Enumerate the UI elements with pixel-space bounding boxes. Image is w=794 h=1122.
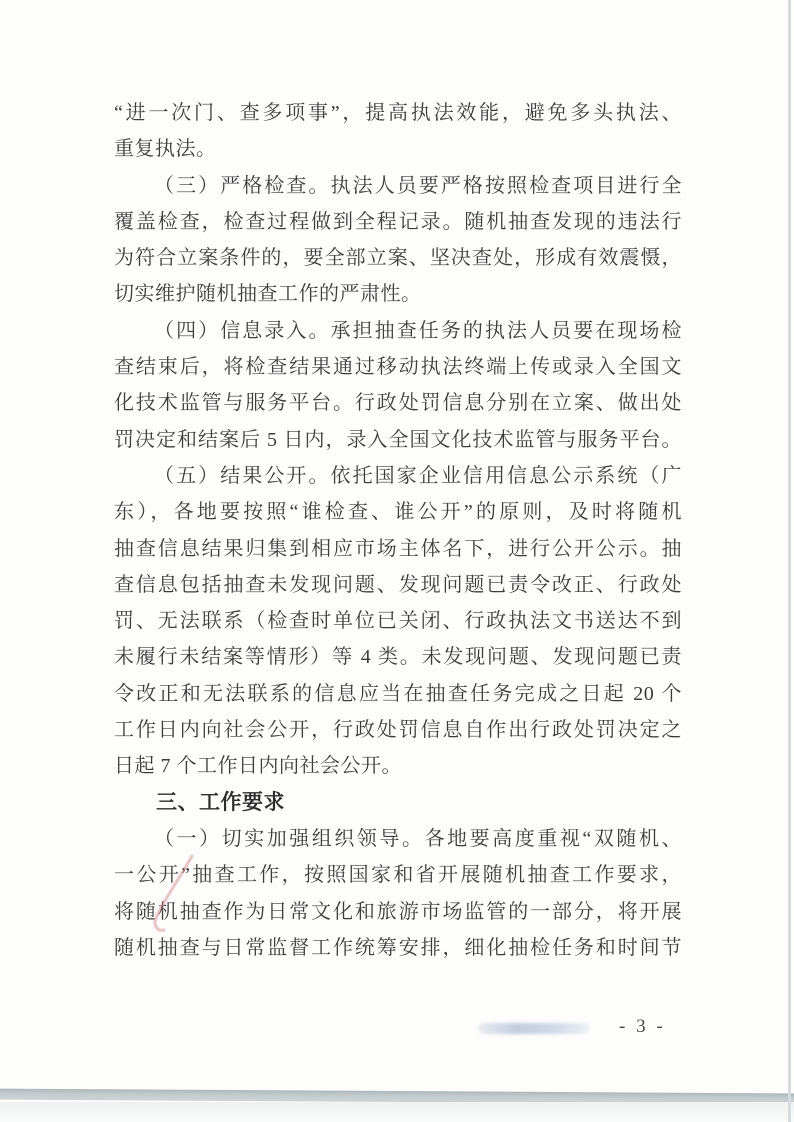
text-line: 工作日内向社会公开，行政处罚信息自作出行政处罚决定之 (114, 719, 682, 742)
text-line: 切实维护随机抽查工作的严肃性。 (114, 283, 422, 306)
text-line: 随机抽查与日常监督工作统筹安排，细化抽检任务和时间节 (114, 936, 682, 959)
text-line: 查信息包括抽查未发现问题、发现问题已责令改正、行政处 (114, 573, 682, 596)
text-line: 将随机抽查作为日常文化和旅游市场监管的一部分，将开展 (114, 900, 682, 923)
text-line: 东），各地要按照“谁检查、谁公开”的原则，及时将随机 (114, 501, 682, 524)
text-line: 罚决定和结案后 5 日内，录入全国文化技术监管与服务平台。 (114, 428, 682, 451)
text-line: 罚、无法联系（检查时单位已关闭、行政执法文书送达不到 (114, 610, 682, 633)
text-line: 一公开”抽查工作，按照国家和省开展随机抽查工作要求， (114, 864, 682, 887)
text-line: 令改正和无法联系的信息应当在抽查任务完成之日起 20 个 (114, 682, 682, 705)
text-line: 化技术监管与服务平台。行政处罚信息分别在立案、做出处 (114, 392, 682, 415)
section-heading: 三、工作要求 (156, 790, 285, 814)
page-number: - 3 - (619, 1016, 666, 1037)
text-line: （四）信息录入。承担抽查任务的执法人员要在现场检 (154, 319, 682, 342)
text-line: 为符合立案条件的，要全部立案、坚决查处，形成有效震慑， (114, 247, 682, 270)
scan-edge-band-shadow (0, 1102, 794, 1122)
text-line: 重复执法。 (114, 138, 217, 161)
text-line: 覆盖检查，检查过程做到全程记录。随机抽查发现的违法行 (114, 210, 682, 233)
text-line: （五）结果公开。依托国家企业信用信息公示系统（广 (154, 464, 682, 487)
text-line: 抽查信息结果归集到相应市场主体名下，进行公开公示。抽 (114, 537, 682, 560)
ink-smudge (478, 1023, 590, 1034)
text-line: “进一次门、查多项事”，提高执法效能，避免多头执法、 (114, 102, 682, 124)
document-body (114, 95, 682, 966)
text-line: 日起 7 个工作日内向社会公开。 (114, 755, 402, 778)
text-line: （一）切实加强组织领导。各地要高度重视“双随机、 (154, 827, 682, 850)
text-line: 查结束后，将检查结果通过移动执法终端上传或录入全国文 (114, 356, 682, 379)
text-line: 未履行未结案等情形）等 4 类。未发现问题、发现问题已责 (114, 646, 682, 669)
scan-edge-line (788, 0, 791, 1122)
text-line: （三）严格检查。执法人员要严格按照检查项目进行全 (154, 174, 682, 197)
